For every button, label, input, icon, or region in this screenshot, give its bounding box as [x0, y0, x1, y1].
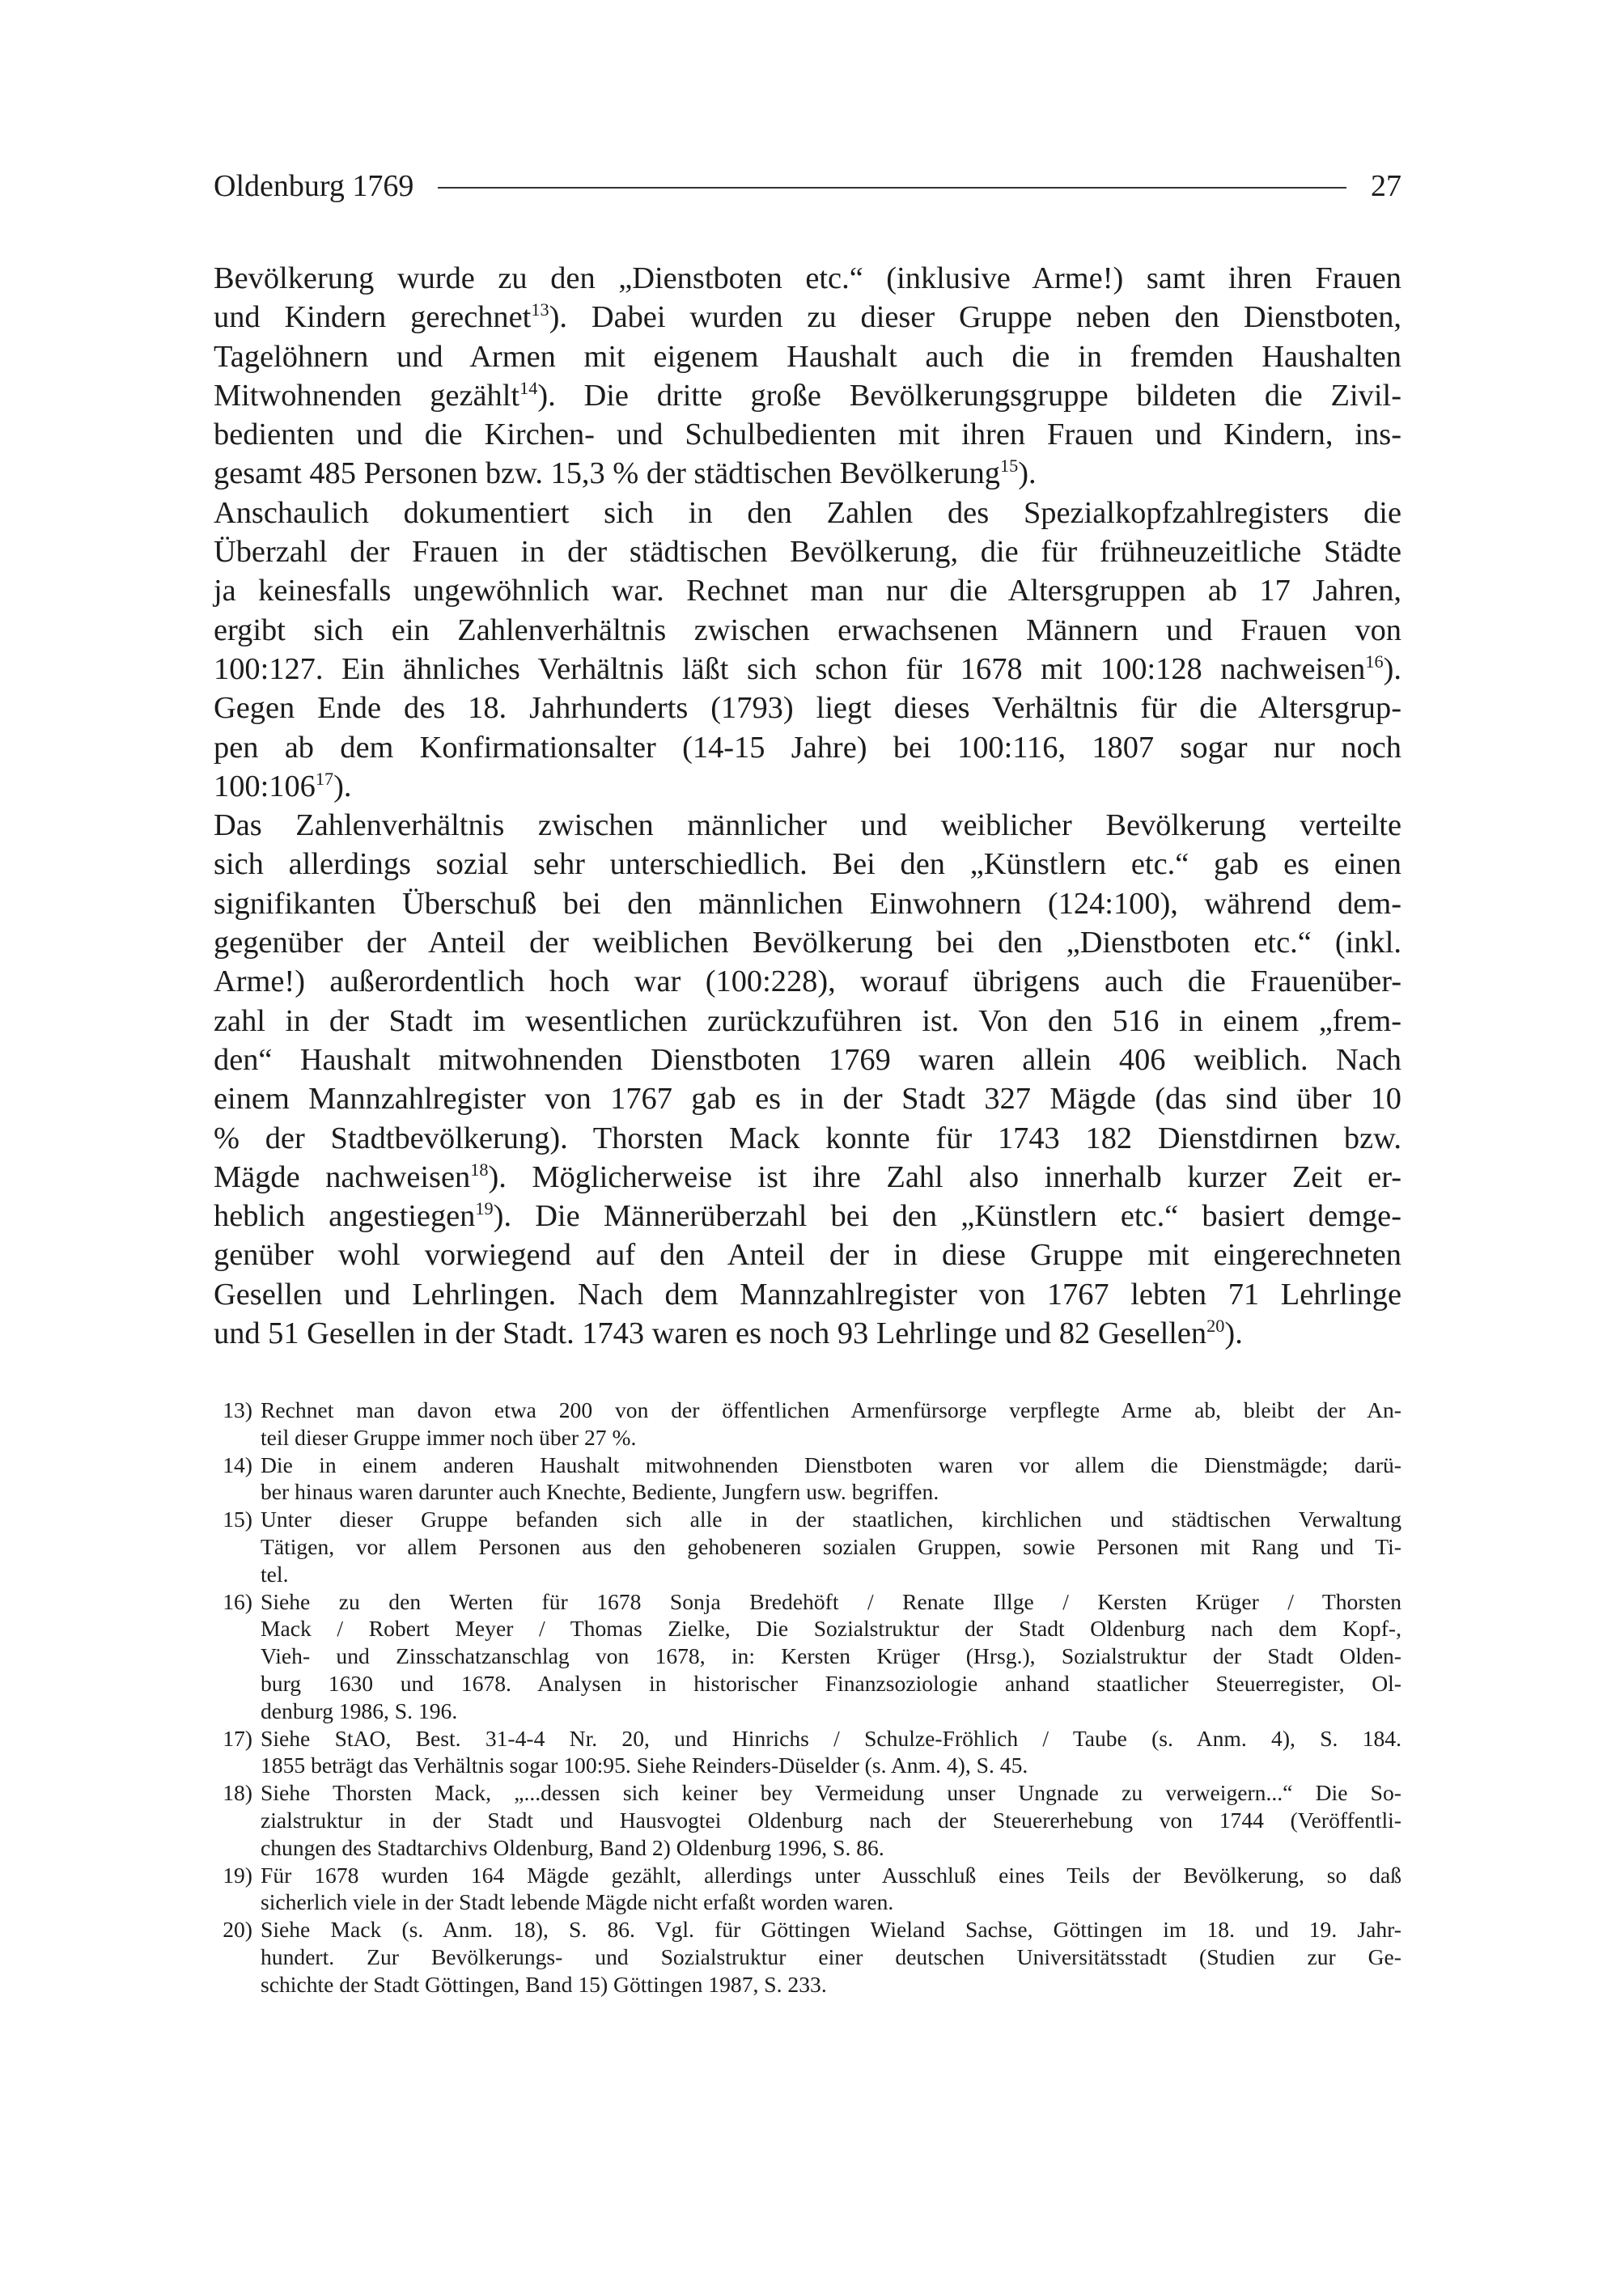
footnote-line: Siehe Thorsten Mack, „...dessen sich keiner bey Vermeidung unser Ungnade zu verweigern...“ Die So- — [261, 1780, 1401, 1806]
footnote-line: Siehe StAO, Best. 31-4-4 Nr. 20, und Hinrichs / Schulze-Fröhlich / Taube (s. Anm. 4), S. 184. — [261, 1725, 1401, 1751]
text-run: gegenüber der Anteil der weiblichen Bevölkerung bei den „Dienstboten etc.“ (inkl. — [214, 926, 1401, 960]
text-line — [214, 1275, 1401, 1314]
footnote-line: teil dieser Gruppe immer noch über 27 %. — [261, 1424, 637, 1450]
text-run: ). Möglicherweise ist ihre Zahl also innerhalb kurzer Zeit er- — [488, 1159, 1401, 1194]
footnote-marker: 14 — [519, 378, 538, 399]
footnote-text — [261, 1725, 1401, 1780]
text-line — [214, 571, 1401, 610]
text-line — [214, 454, 1401, 493]
text-line — [214, 845, 1401, 884]
footnote-number: 16) — [223, 1588, 252, 1614]
footnote-line: denburg 1986, S. 196. — [261, 1697, 458, 1723]
text-run: sich allerdings sozial sehr unterschiedlich. Bei den „Künstlern etc.“ gab es einen — [214, 847, 1401, 882]
text-line — [214, 689, 1401, 727]
text-line — [214, 494, 1401, 532]
text-line — [214, 767, 1401, 806]
text-line — [214, 962, 1401, 1001]
footnote-text — [261, 1916, 1401, 1998]
text-run: und Kindern gerechnet — [214, 300, 532, 335]
footnote-marker: 16 — [1365, 651, 1384, 672]
text-run: ). — [1383, 651, 1401, 686]
text-line — [214, 1314, 1401, 1353]
footnote — [214, 1779, 1401, 1861]
footnote — [214, 1397, 1401, 1452]
footnote-line: 1855 beträgt das Verhältnis sogar 100:95. Siehe Reinders-Düselder (s. Anm. 4), S. 45. — [261, 1753, 1028, 1778]
running-header — [214, 163, 1401, 209]
text-line — [214, 611, 1401, 650]
text-run: ). Die Männerüberzahl bei den „Künstlern etc.“ basiert demge- — [493, 1199, 1401, 1234]
text-line — [214, 415, 1401, 454]
footnote-number: 20) — [223, 1917, 252, 1943]
footnote — [214, 1506, 1401, 1587]
text-run: Überzahl der Frauen in der städtischen Bevölkerung, die für frühneuzeitliche Städte — [214, 535, 1401, 570]
footnote-line: Für 1678 wurden 164 Mägde gezählt, allerdings unter Ausschluß eines Teils der Bevölkerung, so daß — [261, 1862, 1401, 1888]
text-run: einem Mannzahlregister von 1767 gab es in der Stadt 327 Mägde (das sind über 10 — [214, 1082, 1401, 1117]
text-line — [214, 259, 1401, 298]
footnote-line: Rechnet man davon etwa 200 von der öffentlichen Armenfürsorge verpflegte Arme ab, bleibt der An- — [261, 1397, 1401, 1422]
text-run: ). — [333, 769, 352, 803]
text-run: zahl in der Stadt im wesentlichen zurückzuführen ist. Von den 516 in einem „frem- — [214, 1003, 1401, 1038]
main-text — [214, 259, 1401, 1353]
text-run: ). Die dritte große Bevölkerungsgruppe bildeten die Zivil- — [537, 378, 1401, 413]
text-line — [214, 376, 1401, 415]
footnote-text — [261, 1452, 1401, 1507]
footnote-line: Unter dieser Gruppe befanden sich alle in der staatlichen, kirchlichen und städtischen Verwaltung — [261, 1507, 1401, 1532]
text-run: % der Stadtbevölkerung). Thorsten Mack konnte für 1743 182 Dienstdirnen bzw. — [214, 1121, 1401, 1155]
text-run: Bevölkerung wurde zu den „Dienstboten etc.“ (inklusive Arme!) samt ihren Frauen — [214, 261, 1401, 295]
footnote-text — [261, 1862, 1401, 1917]
text-run: Arme!) außerordentlich hoch war (100:228), worauf übrigens auch die Frauenüber- — [214, 964, 1401, 999]
running-title: Oldenburg 1769 — [214, 169, 414, 203]
footnote-line: hundert. Zur Bevölkerungs- und Sozialstruktur einer deutschen Universitätsstadt (Studien zur Ge- — [261, 1943, 1401, 1969]
text-line — [214, 923, 1401, 962]
footnote-text — [261, 1588, 1401, 1725]
text-run: bedienten und die Kirchen- und Schulbedienten mit ihren Frauen und Kindern, ins- — [214, 417, 1401, 452]
footnote-line: Siehe zu den Werten für 1678 Sonja Bredehöft / Renate Illge / Kersten Krüger / Thorsten — [261, 1588, 1401, 1614]
header-rule — [438, 187, 1346, 189]
text-run: ). — [1018, 456, 1037, 491]
text-line — [214, 1158, 1401, 1197]
footnote-marker: 19 — [475, 1198, 494, 1219]
text-run: genüber wohl vorwiegend auf den Anteil der in diese Gruppe mit eingerechneten — [214, 1238, 1401, 1273]
footnote-text — [261, 1506, 1401, 1587]
text-run: Tagelöhnern und Armen mit eigenem Haushalt auch die in fremden Haushalten — [214, 339, 1401, 374]
footnote-marker: 17 — [315, 769, 334, 790]
text-run: Mägde nachweisen — [214, 1159, 471, 1194]
footnote-line: ber hinaus waren darunter auch Knechte, Bediente, Jungfern usw. begriffen. — [261, 1479, 939, 1505]
footnote-text — [261, 1397, 1401, 1452]
text-run: gesamt 485 Personen bzw. 15,3 % der städtischen Bevölkerung — [214, 456, 1000, 491]
text-run: ). — [1224, 1316, 1243, 1351]
footnote-line: chungen des Stadtarchivs Oldenburg, Band 2) Oldenburg 1996, S. 86. — [261, 1834, 884, 1860]
text-line — [214, 1197, 1401, 1236]
footnote-number: 18) — [223, 1780, 252, 1806]
footnote-line: Tätigen, vor allem Personen aus den gehobeneren sozialen Gruppen, sowie Personen mit Rang und Ti- — [261, 1533, 1401, 1559]
footnote-line: burg 1630 und 1678. Analysen in historischer Finanzsoziologie anhand staatlicher Steuerregister, Ol- — [261, 1670, 1401, 1696]
text-line — [214, 650, 1401, 689]
text-line — [214, 298, 1401, 337]
text-run: Gegen Ende des 18. Jahrhunderts (1793) liegt dieses Verhältnis für die Altersgrup- — [214, 691, 1401, 726]
text-line — [214, 1041, 1401, 1079]
text-line — [214, 884, 1401, 923]
text-run: heblich angestiegen — [214, 1199, 476, 1234]
text-line — [214, 532, 1401, 571]
text-run: ja keinesfalls ungewöhnlich war. Rechnet man nur die Altersgruppen ab 17 Jahren, — [214, 574, 1401, 608]
footnote — [214, 1452, 1401, 1507]
text-run: 100:127. Ein ähnliches Verhältnis läßt sich schon für 1678 mit 100:128 nachweisen — [214, 651, 1366, 686]
footnote-line: Siehe Mack (s. Anm. 18), S. 86. Vgl. für Göttingen Wieland Sachse, Göttingen im 18. und 19. Jahr- — [261, 1917, 1401, 1943]
text-line — [214, 806, 1401, 845]
text-run: den“ Haushalt mitwohnenden Dienstboten 1769 waren allein 406 weiblich. Nach — [214, 1042, 1401, 1077]
text-run: 100:106 — [214, 769, 316, 803]
text-run: und 51 Gesellen in der Stadt. 1743 waren es noch 93 Lehrlinge und 82 Gesellen — [214, 1316, 1207, 1351]
footnote-line: Die in einem anderen Haushalt mitwohnenden Dienstboten waren vor allem die Dienstmägde; darü- — [261, 1452, 1401, 1477]
footnote-number: 17) — [223, 1725, 252, 1751]
footnote-marker: 18 — [470, 1159, 489, 1180]
footnote-line: sicherlich viele in der Stadt lebende Mägde nicht erfaßt worden waren. — [261, 1889, 894, 1915]
footnote-marker: 20 — [1206, 1316, 1225, 1337]
footnote-number: 13) — [223, 1397, 252, 1422]
text-line — [214, 728, 1401, 767]
text-run: Das Zahlenverhältnis zwischen männlicher und weiblicher Bevölkerung verteilte — [214, 808, 1401, 843]
footnote-line: tel. — [261, 1561, 289, 1587]
footnote-number: 19) — [223, 1862, 252, 1888]
footnote-line: zialstruktur in der Stadt und Hausvogtei Oldenburg nach der Steuererhebung von 1744 (Veröffentli- — [261, 1807, 1401, 1833]
text-line — [214, 1002, 1401, 1041]
footnote-number: 14) — [223, 1452, 252, 1477]
footnote-number: 15) — [223, 1507, 252, 1532]
footnote-text — [261, 1779, 1401, 1861]
footnote — [214, 1725, 1401, 1780]
footnote-marker: 15 — [1000, 456, 1019, 477]
text-run: Gesellen und Lehrlingen. Nach dem Mannzahlregister von 1767 lebten 71 Lehrlinge — [214, 1277, 1401, 1312]
text-run: ergibt sich ein Zahlenverhältnis zwischen erwachsenen Männern und Frauen von — [214, 612, 1401, 647]
text-line — [214, 337, 1401, 376]
footnote-line: schichte der Stadt Göttingen, Band 15) Göttingen 1987, S. 233. — [261, 1971, 827, 1997]
text-run: pen ab dem Konfirmationsalter (14-15 Jahre) bei 100:116, 1807 sogar nur noch — [214, 730, 1401, 765]
text-line — [214, 1119, 1401, 1158]
footnote — [214, 1862, 1401, 1917]
page-number: 27 — [1371, 169, 1401, 203]
footnote — [214, 1916, 1401, 1998]
text-run: signifikanten Überschuß bei den männlichen Einwohnern (124:100), während dem- — [214, 886, 1401, 921]
text-line — [214, 1079, 1401, 1118]
footnote-line: Mack / Robert Meyer / Thomas Zielke, Die Sozialstruktur der Stadt Oldenburg nach dem Kopf-, — [261, 1616, 1401, 1642]
text-line — [214, 1236, 1401, 1274]
footnote-marker: 13 — [531, 299, 549, 320]
text-run: Anschaulich dokumentiert sich in den Zahlen des Spezialkopfzahlregisters die — [214, 495, 1401, 530]
footnote — [214, 1588, 1401, 1725]
text-run: ). Dabei wurden zu dieser Gruppe neben den Dienstboten, — [549, 300, 1401, 335]
footnotes — [214, 1397, 1401, 1998]
footnote-line: Vieh- und Zinsschatzanschlag von 1678, in: Kersten Krüger (Hrsg.), Sozialstruktur der Stadt Olden- — [261, 1643, 1401, 1669]
text-run: Mitwohnenden gezählt — [214, 378, 520, 413]
